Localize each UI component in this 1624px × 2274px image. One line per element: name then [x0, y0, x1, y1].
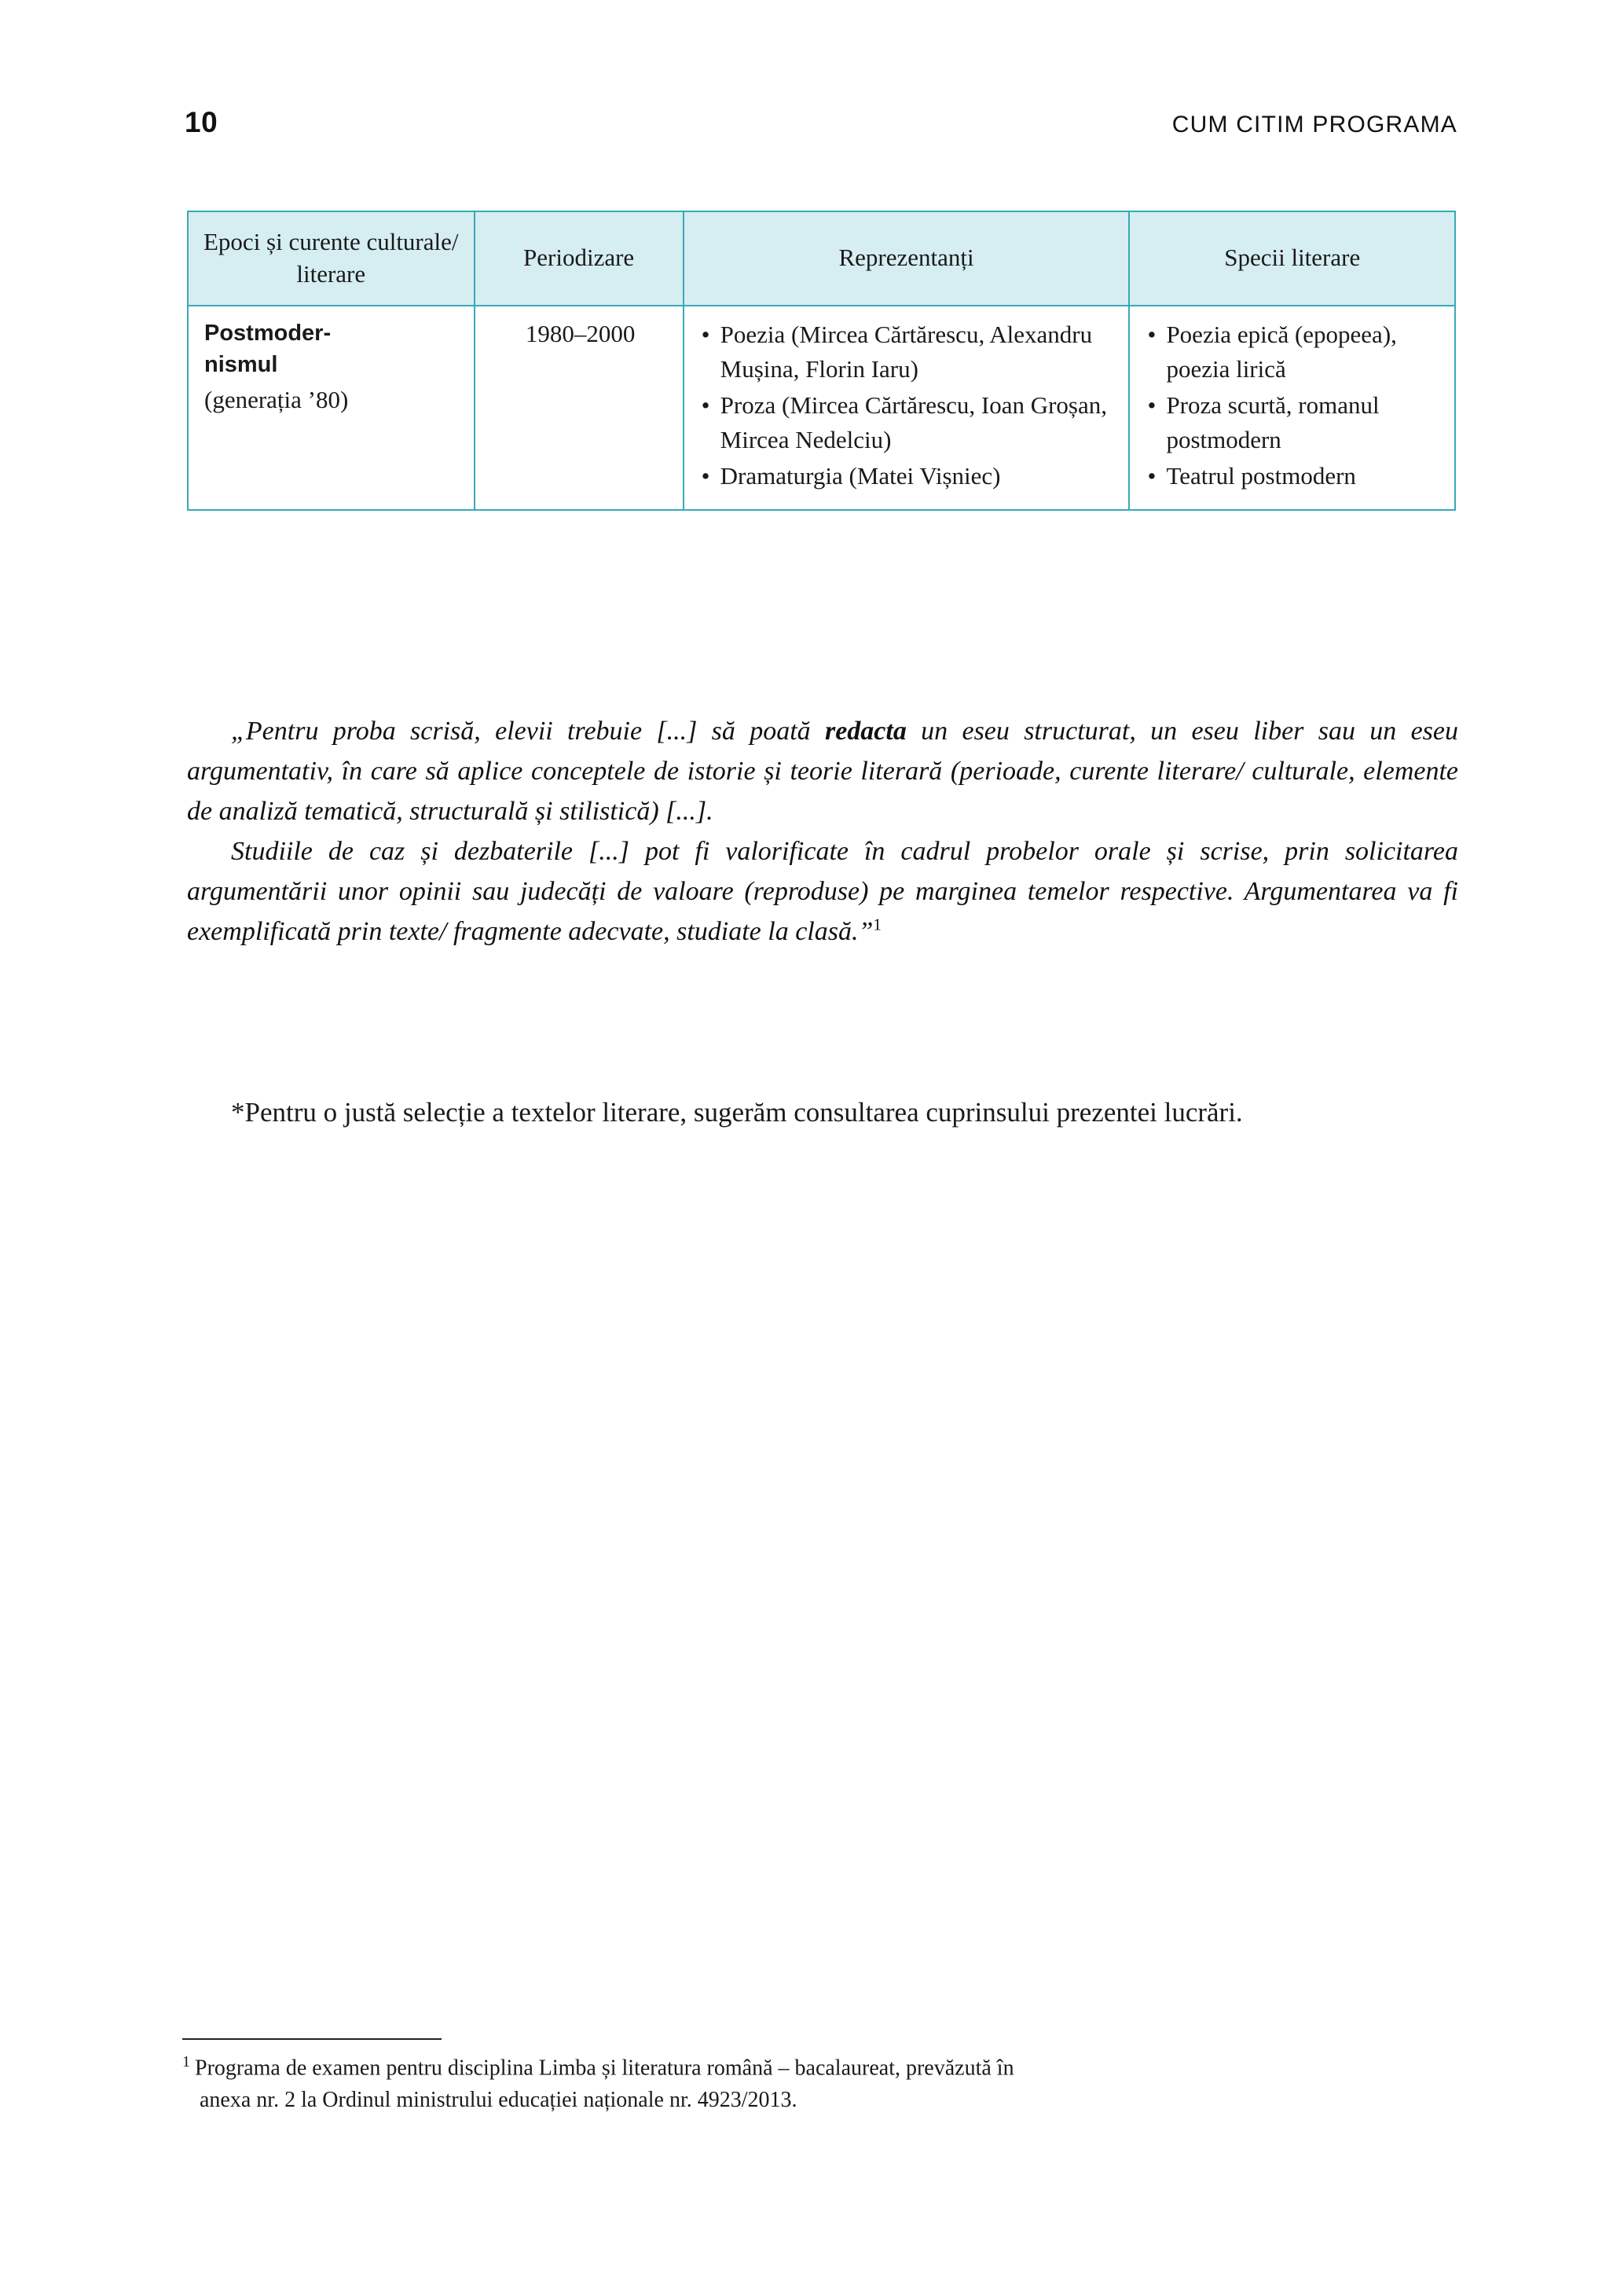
list-item: • Poezia (Mircea Cărtărescu, Alexandru Mușina, Florin Iaru) [700, 317, 1116, 387]
epoch-generation: (generația ’80) [204, 386, 349, 413]
footnote-block [182, 2038, 1459, 2117]
column-header-epochs: Epoci și curente culturale/ literare [188, 211, 475, 306]
footnote-line-2: anexa nr. 2 la Ordinul ministrului educației naționale nr. 4923/2013. [200, 2088, 797, 2113]
epoch-name: Postmoder- nismul [204, 320, 332, 378]
quote-paragraph-1 [187, 711, 1458, 831]
species-list [1146, 317, 1442, 493]
footnote-reference: 1 [873, 915, 882, 934]
footnote-text [182, 2051, 1459, 2117]
column-header-periodization: Periodizare [475, 211, 684, 306]
quotation-block [187, 711, 1458, 952]
footnote-rule [182, 2038, 442, 2040]
program-table-wrapper [187, 211, 1456, 511]
cell-representatives [684, 306, 1130, 510]
quote-text-part-3: Studiile de caz și dezbaterile [...] pot fi valorificate în cadrul probelor orale și scrise, prin solicitarea argumentării unor opinii sau judecăți de valoare (reproduse) pe marginea temelor respective. Argumentarea va fi exemplificată prin texte/ fragmente adecvate, studiate la clasă.” [187, 837, 1458, 946]
cell-species [1129, 306, 1455, 510]
list-item: • Proza (Mircea Cărtărescu, Ioan Groșan, Mircea Nedelciu) [700, 388, 1116, 457]
table-header-row [188, 211, 1455, 306]
cell-epoch [188, 306, 475, 510]
quote-text-part-2: un eseu structurat, un eseu liber sau un eseu argumentativ, în care să aplice conceptele de istorie și teorie literară (perioade, curente literare/ culturale, elemente de analiză tematică, structurală și stilistică) [...]. [187, 717, 1458, 826]
table-row [188, 306, 1455, 510]
list-item: • Poezia epică (epopeea), poezia lirică [1146, 317, 1442, 387]
running-head: CUM CITIM PROGRAMA [1171, 112, 1457, 138]
program-table [187, 211, 1456, 511]
quote-paragraph-2 [187, 831, 1458, 952]
page-number: 10 [185, 106, 218, 138]
column-header-representatives: Reprezentanți [684, 211, 1130, 306]
quote-text-part-1: „Pentru proba scrisă, elevii trebuie [...] să poată [231, 717, 825, 746]
list-item: • Teatrul postmodern [1146, 459, 1442, 493]
note-block [187, 1092, 1458, 1134]
footnote-number: 1 [182, 2053, 190, 2071]
cell-period: 1980–2000 [475, 306, 684, 510]
note-text: *Pentru o justă selecție a textelor literare, sugerăm consultarea cuprinsului prezentei lucrări. [231, 1097, 1243, 1128]
quote-emphasis: redacta [824, 717, 907, 746]
list-item: • Dramaturgia (Matei Vișniec) [700, 459, 1116, 493]
footnote-line-1: Programa de examen pentru disciplina Limba și literatura română – bacalaureat, prevăzută în [195, 2056, 1014, 2081]
page-header [185, 106, 1457, 139]
column-header-species: Specii literare [1129, 211, 1455, 306]
representatives-list [700, 317, 1116, 493]
list-item: • Proza scurtă, romanul postmodern [1146, 388, 1442, 457]
